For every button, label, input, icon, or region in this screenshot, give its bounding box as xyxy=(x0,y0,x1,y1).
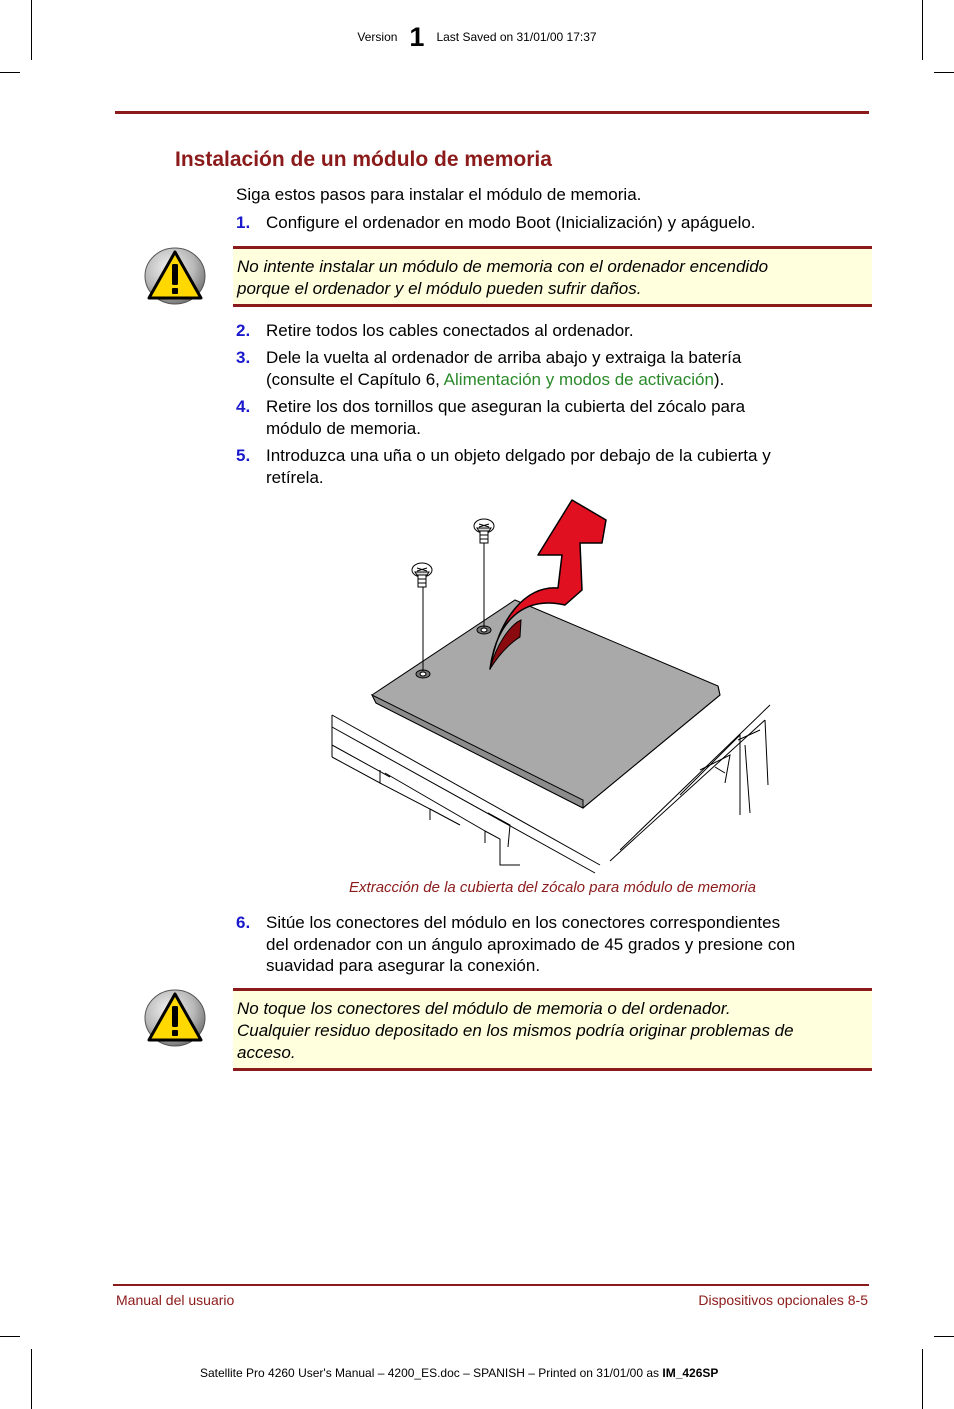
print-text: Satellite Pro 4260 User's Manual – 4200_ES.doc – SPANISH – Printed on 31/01/00 as xyxy=(200,1366,660,1380)
warning-note xyxy=(233,988,872,1071)
intro-text: Siga estos pasos para instalar el módulo de memoria. xyxy=(236,185,642,204)
crop-mark xyxy=(0,72,20,73)
step-number: 6. xyxy=(236,913,251,932)
step-text: Introduzca una uña o un objeto delgado por debajo de la cubierta y xyxy=(266,446,771,465)
step-number: 3. xyxy=(236,348,251,367)
note-line: acceso. xyxy=(237,1043,296,1062)
step-text: (consulte el Capítulo 6, xyxy=(266,369,444,389)
crop-mark xyxy=(922,1349,923,1409)
step-number: 5. xyxy=(236,446,251,465)
footer-right: Dispositivos opcionales 8-5 xyxy=(698,1292,868,1308)
crop-mark xyxy=(934,1336,954,1337)
step-text-block xyxy=(266,396,745,439)
warning-note xyxy=(233,246,872,307)
step-text: ). xyxy=(713,369,725,389)
page-header xyxy=(0,22,954,53)
version-label: Version xyxy=(357,30,398,44)
crop-mark xyxy=(0,1336,20,1337)
note-line: Cualquier residuo depositado en los mismos podría originar problemas de xyxy=(237,1021,794,1040)
chapter-link[interactable]: Alimentación y modos de activación xyxy=(443,369,714,389)
step-number: 4. xyxy=(236,397,251,416)
step-text-block xyxy=(266,347,741,390)
footer-rule xyxy=(113,1284,869,1286)
step-text: módulo de memoria. xyxy=(266,418,421,438)
step-text: Configure el ordenador en modo Boot (Inicialización) y apáguelo. xyxy=(266,213,756,232)
step-text: suavidad para asegurar la conexión. xyxy=(266,956,541,975)
note-line: No intente instalar un módulo de memoria con el ordenador encendido xyxy=(237,257,769,276)
warning-icon xyxy=(143,988,207,1048)
section-title: Instalación de un módulo de memoria xyxy=(175,148,552,171)
step-text: Dele la vuelta al ordenador de arriba abajo y extraiga la batería xyxy=(266,348,742,367)
step-text: Retire los dos tornillos que aseguran la cubierta del zócalo para xyxy=(266,397,746,416)
top-rule xyxy=(115,111,869,114)
last-saved: Last Saved on 31/01/00 17:37 xyxy=(436,30,597,44)
footer-left: Manual del usuario xyxy=(116,1292,235,1308)
memory-cover-illustration xyxy=(320,495,790,875)
step-number: 2. xyxy=(236,321,251,340)
note-line: porque el ordenador y el módulo pueden sufrir daños. xyxy=(237,279,642,298)
note-line: No toque los conectores del módulo de memoria o del ordenador. xyxy=(237,999,731,1018)
version-number: 1 xyxy=(409,22,425,52)
step-number: 1. xyxy=(236,213,251,232)
step-text: Sitúe los conectores del módulo en los conectores correspondientes xyxy=(266,913,781,932)
crop-mark xyxy=(31,1349,32,1409)
step-text-block xyxy=(266,445,771,488)
print-code: IM_426SP xyxy=(662,1366,719,1380)
figure-caption: Extracción de la cubierta del zócalo para módulo de memoria xyxy=(349,879,756,896)
step-text: retírela. xyxy=(266,467,324,487)
print-info xyxy=(200,1366,718,1380)
step-text: Retire todos los cables conectados al ordenador. xyxy=(266,321,634,340)
step-text-block xyxy=(266,912,795,977)
step-text: del ordenador con un ángulo aproximado de 45 grados y presione con xyxy=(266,934,796,954)
crop-mark xyxy=(934,72,954,73)
warning-icon xyxy=(143,246,207,306)
